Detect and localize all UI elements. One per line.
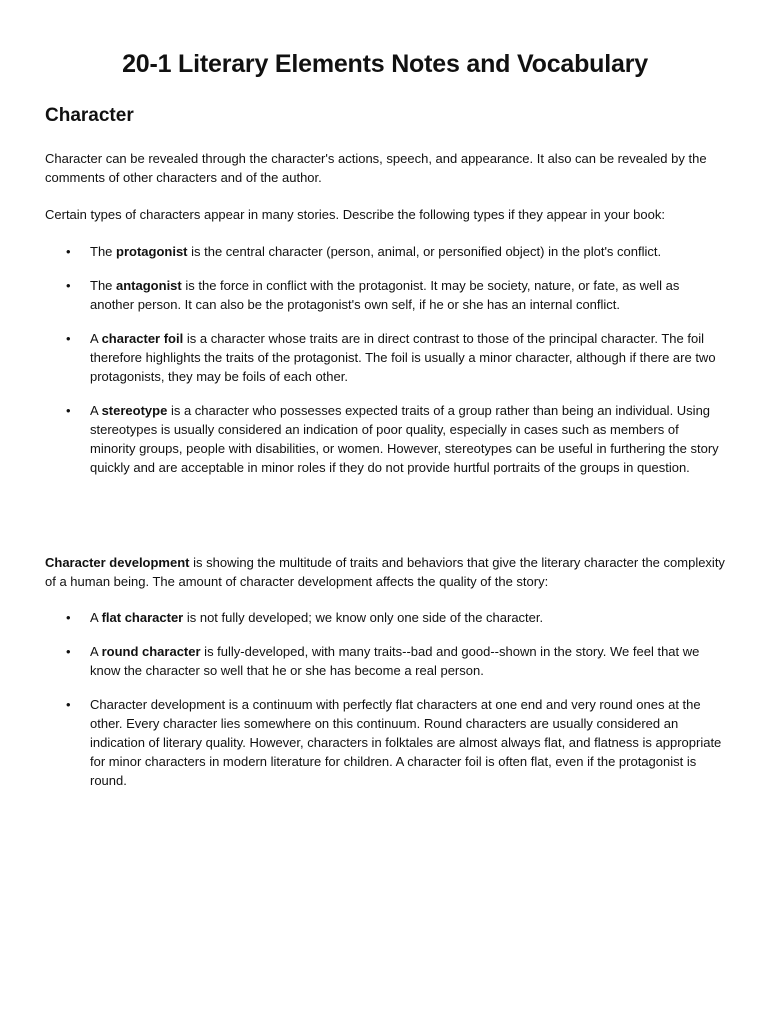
development-term: Character development	[45, 555, 190, 570]
development-paragraph	[45, 553, 725, 591]
bullet-icon: •	[66, 278, 71, 293]
item-text: is the central character (person, animal, or personified object) in the plot's conflict.	[187, 244, 662, 259]
item-prefix: A	[90, 403, 102, 418]
page-title: 20-1 Literary Elements Notes and Vocabulary	[122, 50, 648, 78]
development-text: is showing the multitude of traits and behaviors that give the literary character the complexity of a human being. The amount of character development affects the quality of the story:	[45, 555, 725, 589]
item-prefix: A	[90, 610, 102, 625]
development-points-list	[45, 608, 725, 805]
bullet-icon: •	[66, 644, 71, 659]
item-text: is not fully developed; we know only one side of the character.	[183, 610, 544, 625]
character-types-list	[45, 242, 725, 492]
item-prefix: The	[90, 244, 117, 259]
section-heading-character: Character	[45, 105, 134, 126]
item-prefix: The	[90, 278, 117, 293]
item-term: antagonist	[116, 278, 182, 293]
item-text: is a character whose traits are in direct contrast to those of the principal character. The foil therefore highlights the traits of the protagonist. The foil is usually a minor character, although if there are two protagonists, they may be foils of each other.	[90, 331, 716, 384]
item-term: character foil	[101, 331, 184, 346]
bullet-icon: •	[66, 697, 71, 712]
bullet-icon: •	[66, 244, 71, 259]
bullet-icon: •	[66, 403, 71, 418]
item-prefix: A	[90, 644, 102, 659]
bullet-icon: •	[66, 331, 71, 346]
bullet-icon: •	[66, 610, 71, 625]
types-intro-paragraph: Certain types of characters appear in many stories. Describe the following types if they appear in your book:	[45, 207, 665, 222]
list-item	[45, 608, 725, 627]
item-prefix: A	[90, 331, 102, 346]
item-term: round character	[101, 644, 201, 659]
list-item	[45, 276, 725, 314]
item-term: flat character	[101, 610, 184, 625]
list-item	[45, 695, 725, 790]
item-term: protagonist	[116, 244, 188, 259]
item-text: Character development is a continuum with perfectly flat characters at one end and very round ones at the other. Every character lies somewhere on this continuum. Round characters are usually considered an indication of literary quality. However, characters in folktales are almost always flat, and flatness is appropriate for minor characters in modern literature for children. A character foil is often flat, even if the protagonist is round.	[90, 697, 722, 788]
item-text: is a character who possesses expected traits of a group rather than being an individual. Using stereotypes is usually considered an indication of poor quality, especially in cases such as members of minority groups, people with disabilities, or women. However, stereotypes can be useful in furthering the story quickly and are acceptable in minor roles if they do not provide hurtful portraits of the groups in question.	[90, 403, 719, 475]
list-item	[45, 329, 725, 386]
intro-paragraph: Character can be revealed through the character's actions, speech, and appearance. It also can be revealed by the comments of other characters and of the author.	[45, 151, 707, 185]
list-item	[45, 242, 725, 261]
list-item	[45, 401, 725, 477]
list-item	[45, 642, 725, 680]
item-term: stereotype	[101, 403, 168, 418]
item-text: is the force in conflict with the protagonist. It may be society, nature, or fate, as well as another person. It can also be the protagonist's own self, if he or she has an internal conflict.	[90, 278, 680, 312]
item-text: is fully-developed, with many traits--bad and good--shown in the story. We feel that we know the character so well that he or she has become a real person.	[90, 644, 700, 678]
